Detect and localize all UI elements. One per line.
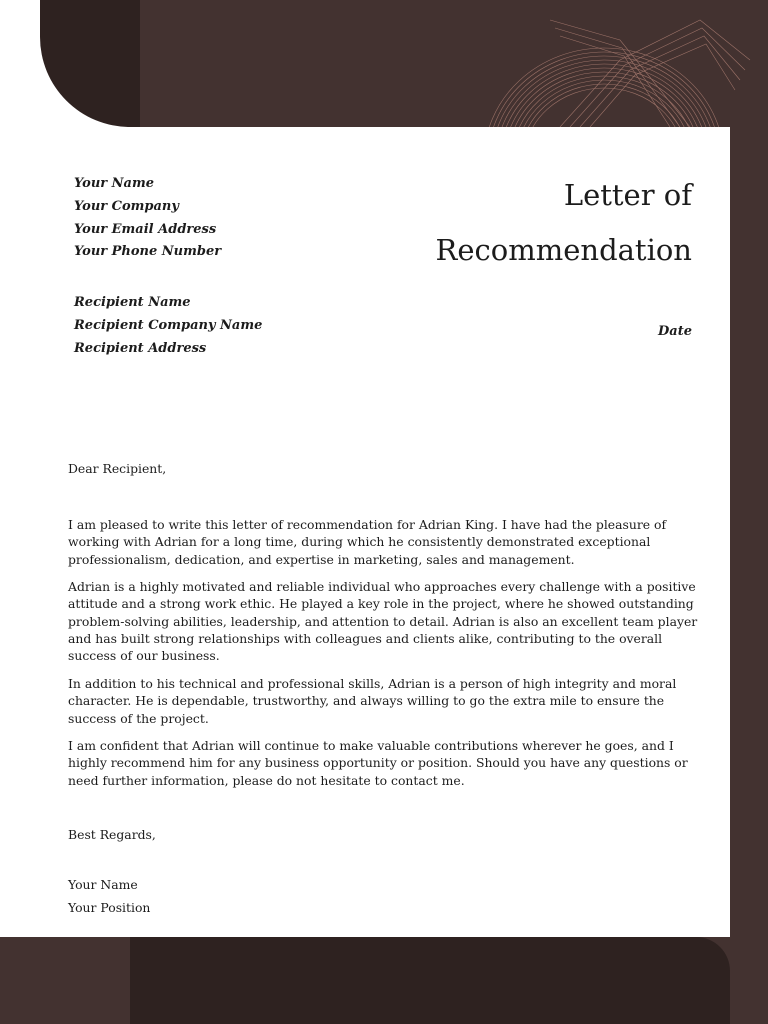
right-border-band: [730, 0, 768, 1024]
recipient-name: Recipient Name: [74, 295, 191, 310]
sender-email: Your Email Address: [74, 221, 217, 237]
top-header-band: [140, 0, 768, 127]
decorative-swirl: [440, 0, 768, 127]
body-paragraph-1: I am pleased to write this letter of recommendation for Adrian King. I have had the pleasure of working with Adrian for a long time, during which he consistently demonstrated exceptional professionalism, dedication, and expertise in marketing, sales and management.: [68, 517, 667, 567]
sender-block: [74, 173, 221, 264]
signature-position: Your Position: [68, 900, 151, 915]
signature-name: Your Name: [68, 877, 138, 892]
title-line-2: Recommendation: [435, 233, 692, 267]
letter-date: Date: [658, 324, 692, 339]
salutation: Dear Recipient,: [68, 461, 167, 476]
body-paragraph-3: In addition to his technical and professional skills, Adrian is a person of high integrity and moral character. He is dependable, trustworthy, and always willing to go the extra mile to ensure the success of the project.: [68, 676, 677, 726]
title-line-1: Letter of: [563, 178, 692, 212]
bottom-footer-dark-block: [130, 937, 730, 1024]
recipient-block: [74, 292, 262, 360]
body-paragraph-4: I am confident that Adrian will continue to make valuable contributions wherever he goes, and I highly recommend him for any business opportunity or position. Should you have any questions or need further information, please do not hesitate to contact me.: [68, 738, 688, 788]
sender-company: Your Company: [74, 198, 179, 214]
recipient-address: Recipient Address: [74, 340, 207, 356]
recipient-company: Recipient Company Name: [74, 317, 263, 333]
body-paragraph-2: Adrian is a highly motivated and reliable individual who approaches every challenge with a positive attitude and a strong work ethic. He played a key role in the project, where he showed outstanding problem-solving abilities, leadership, and attention to detail. Adrian is also an excellent team player and has built strong relationships with colleagues and clients alike, contributing to the overall success of our business.: [68, 579, 698, 664]
top-left-dark-block: [40, 0, 140, 127]
bottom-right-corner: [730, 937, 768, 1024]
sender-phone: Your Phone Number: [74, 244, 222, 260]
sender-name: Your Name: [74, 176, 154, 191]
closing: Best Regards,: [68, 827, 156, 842]
letter-title: [436, 168, 692, 278]
